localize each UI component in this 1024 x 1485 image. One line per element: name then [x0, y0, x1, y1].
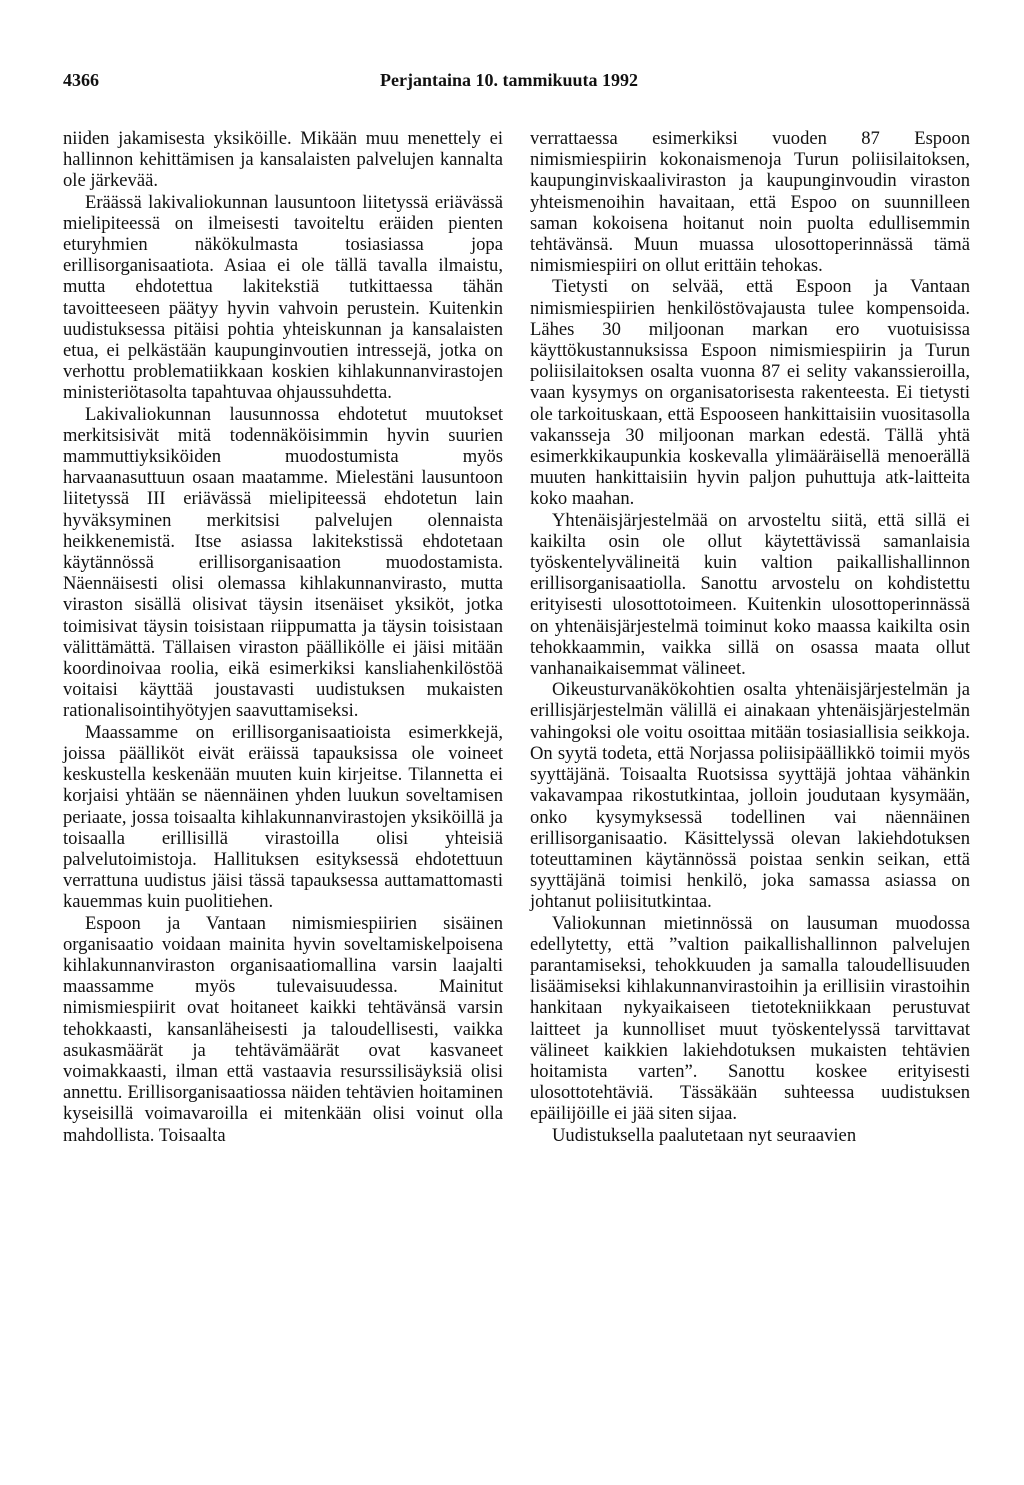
paragraph: Oikeusturvanäkökohtien osalta yhtenäisjärjestelmän ja erillisjärjestelmän välillä ei ainakaan yhtenäisjärjestelmän vahingoksi ole voitu osoittaa mitään tosiasiallisia seikkoja. On syytä todeta, että Norjassa poliisipäällikkö toimii myös syyttäjänä. Toisaalta Ruotsissa syyttäjä johtaa vähänkin vakavampaa rikostutkintaa, jolloin joudutaan kysymään, onko kysymyksessä todellinen vai näennäinen erillisorganisaatio. Käsittelyssä olevan lakiehdotuksen toteuttaminen käytännössä poistaa senkin seikan, että syyttäjänä toimisi henkilö, joka samassa asiassa on johtanut poliisitutkintaa. [530, 679, 970, 913]
paragraph: Tietysti on selvää, että Espoon ja Vantaan nimismiespiirien henkilöstövajausta tulee kompensoida. Lähes 30 miljoonan markan ero vuotuisissa käyttökustannuksissa Espoon nimismiespiirin ja Turun poliisilaitoksen osalta vuonna 87 ei selity vakanssieroilla, vaan kysymys on organisatorisesta rakenteesta. Ei tietysti ole tarkoituskaan, että Espooseen hankittaisiin vuositasolla vakansseja 30 miljoonan markan edestä. Tällä yhtä esimerkkikaupunkia koskevalla ylimääräisellä menoerällä muuten hankittaisiin hyvin paljon puhuttuja atk-laitteita koko maahan. [530, 276, 970, 510]
paragraph: Espoon ja Vantaan nimismiespiirien sisäinen organisaatio voidaan mainita hyvin soveltamiskelpoisena kihlakunnanviraston organisaatiomallina varsin laajalti maassamme myös tulevaisuudessa. Mainitut nimismiespiirit ovat hoitaneet kaikki tehtävänsä varsin tehokkaasti, kansanläheisesti ja taloudellisesti, vaikka asukasmäärät ja tehtävämäärät ovat kasvaneet voimakkaasti, ilman että vastaavia resurssilisäyksiä olisi annettu. Erillisorganisaatiossa näiden tehtävien hoitaminen kyseisillä voimavaroilla ei mitenkään olisi voinut olla mahdollista. Toisaalta [63, 912, 503, 1146]
paragraph: Valiokunnan mietinnössä on lausuman muodossa edellytetty, että ”valtion paikallishallinnon palvelujen parantamiseksi, tehokkuuden ja samalla taloudellisuuden lisäämiseksi kihlakunnanvirastoihin ja erillisiin virastoihin hankitaan nykyaikaiseen tietotekniikkaan perustuvat laitteet ja kunnolliset muut työskentelyssä tarvittavat välineet kaikkien lakiehdotuksen mukaisten tehtävien hoitamista varten”. Sanottu koskee erityisesti ulosottotehtäviä. Tässäkään suhteessa uudistuksen epäilijöille ei jää siten sijaa. [530, 912, 970, 1125]
page-header [63, 70, 963, 94]
paragraph: Uudistuksella paalutetaan nyt seuraavien [552, 1124, 857, 1146]
right-column [530, 128, 970, 1146]
paragraph: Yhtenäisjärjestelmää on arvosteltu siitä, että sillä ei kaikilta osin ole ollut käytettävissä samanlaisia työskentelyvälineitä kuin valtion paikallishallinnon erillisorganisaatiolla. Sanottu arvostelu on kohdistettu erityisesti ulosottotoimeen. Kuitenkin ulosottoperinnässä on yhtenäisjärjestelmä toiminut koko maassa kaikilta osin tehokkaammin, vaikka sillä on osassa maata ollut vanhanaikaisemmat välineet. [530, 509, 970, 680]
paragraph: verrattaessa esimerkiksi vuoden 87 Espoon nimismiespiirin kokonaismenoja Turun poliisilaitoksen, kaupunginviskaaliviraston ja kaupunginvoudin viraston yhteismenoihin havaitaan, että Espoo on suunnilleen saman kokoisena hoitanut noin puolta edullisemmin tehtävänsä. Muun muassa ulosottoperinnässä tämä nimismiespiiri on ollut erittäin tehokas. [530, 128, 970, 277]
paragraph: Maassamme on erillisorganisaatioista esimerkkejä, joissa päälliköt eivät eräissä tapauksissa ole voineet keskustella keskenään muuten kuin kirjeitse. Tilannetta ei korjaisi yhtään se näennäinen yhden luukun soveltamisen periaate, jossa toisaalta kihlakunnanvirastojen yksiköillä ja toisaalla erillisillä virastoilla olisi yhteisiä palvelutoimistoja. Hallituksen esityksessä ehdotettuun verrattuna uudistus jäisi tässä tapauksessa auttamattomasti kauemmas kuin puolitiehen. [63, 721, 503, 913]
page-number: 4366 [63, 70, 99, 90]
paragraph: niiden jakamisesta yksiköille. Mikään muu menettely ei hallinnon kehittämisen ja kansalaisten palvelujen kannalta ole järkevää. [63, 128, 503, 192]
left-column [63, 128, 503, 1146]
running-head: Perjantaina 10. tammikuuta 1992 [380, 70, 638, 90]
paragraph: Lakivaliokunnan lausunnossa ehdotetut muutokset merkitsisivät mitä todennäköisimmin hyvin suurien mammuttiyksiköiden muodostumista myös harvaanasuttuun osaan maatamme. Mielestäni lausuntoon liitetyssä III eriävässä mielipiteessä ehdotetun lain hyväksyminen merkitsisi palvelujen olennaista heikkenemistä. Itse asiassa lakitekstissä ehdotetaan käytännössä erillisorganisaation muodostamista. Näennäisesti olisi olemassa kihlakunnanvirasto, mutta viraston sisällä olisivat täysin itsenäiset yksiköt, jotka toimisivat täysin toisistaan riippumatta ja täysin toisistaan välittämättä. Tällaisen viraston päällikölle ei jäisi mitään koordinoivaa roolia, eikä esimerkiksi kansliahenkilöstöä voitaisi käyttää joustavasti uudistuksen mukaisten rationalisointihyötyjen saavuttamiseksi. [63, 403, 503, 722]
paragraph: Eräässä lakivaliokunnan lausuntoon liitetyssä eriävässä mielipiteessä on ilmeisesti tavoiteltu eräiden pienten eturyhmien näkökulmasta tosiasiassa jopa erillisorganisaatiota. Asiaa ei ole tällä tavalla ilmaistu, mutta ehdotettua lakitekstiä tutkittaessa tähän tavoitteeseen päätyy hyvin vahvoin perustein. Kuitenkin uudistuksessa pitäisi pohtia yhteiskunnan ja kansalaisten etua, ei pelkästään kaupunginvoutien intressejä, jotka on verhottu problematiikkaan koskien kihlakunnanvirastojen ministeriötasolta tapahtuvaa ohjaussuhdetta. [63, 191, 503, 404]
